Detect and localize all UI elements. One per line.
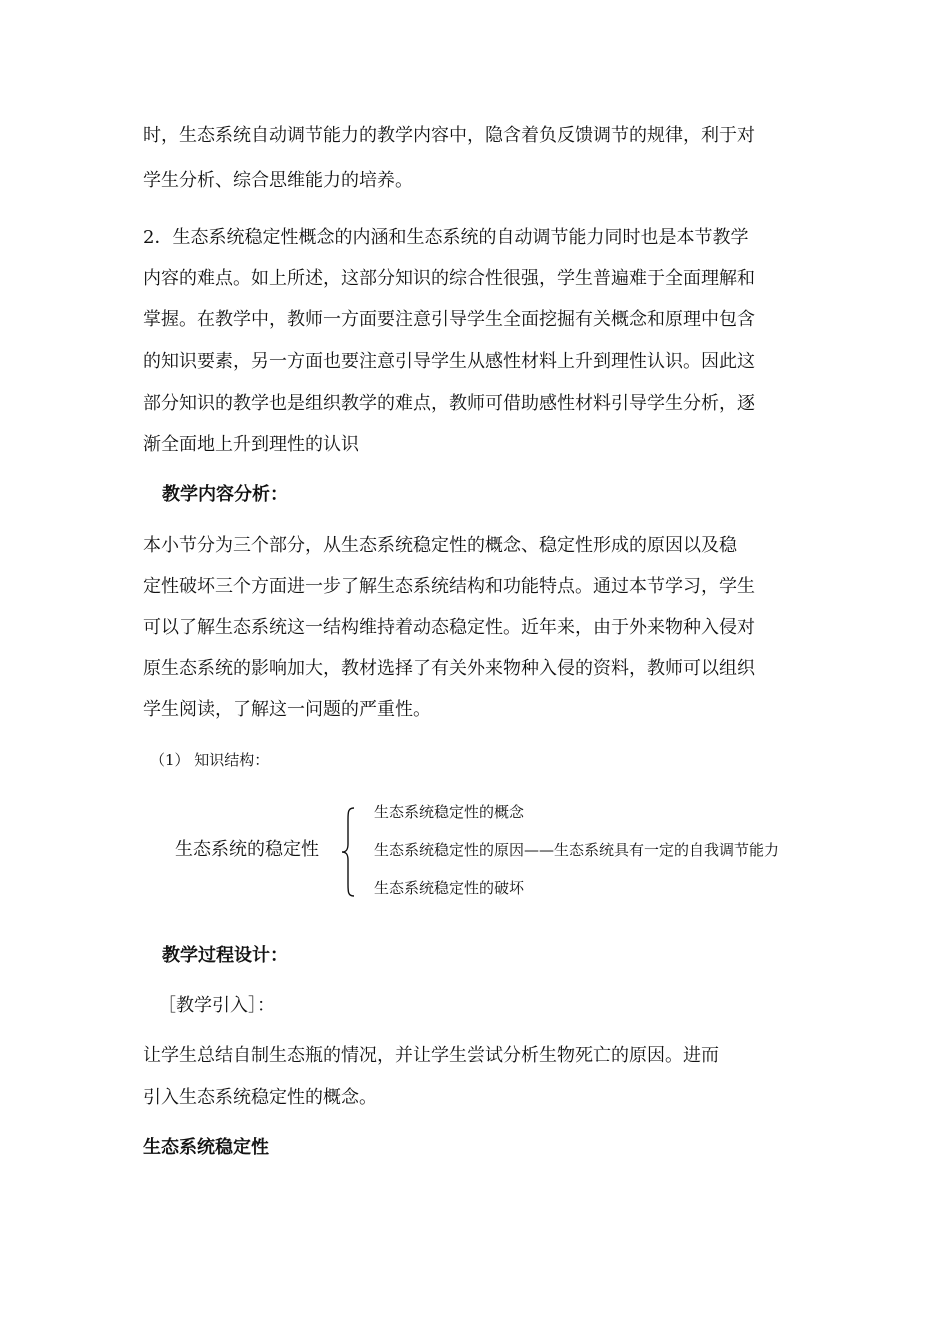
paragraph2-line-6: 渐全面地上升到理性的认识: [143, 434, 359, 455]
final-heading: 生态系统稳定性: [143, 1137, 269, 1158]
intro-line-1: 让学生总结自制生态瓶的情况，并让学生尝试分析生物死亡的原因。进而: [143, 1045, 719, 1066]
section-heading-analysis: 教学内容分析：: [162, 484, 288, 505]
intro-line-2: 引入生态系统稳定性的概念。: [143, 1087, 377, 1108]
paragraph3-line-4: 原生态系统的影响加大，教材选择了有关外来物种入侵的资料，教师可以组织: [143, 658, 755, 679]
intro-label: ［教学引入］：: [158, 995, 275, 1016]
paragraph1-line-1: 时，生态系统自动调节能力的教学内容中，隐含着负反馈调节的规律，利于对: [143, 125, 755, 146]
paragraph3-line-5: 学生阅读，了解这一问题的严重性。: [143, 699, 431, 720]
paragraph2-line-2: 内容的难点。如上所述，这部分知识的综合性很强，学生普遍难于全面理解和: [143, 268, 755, 289]
paragraph3-line-1: 本小节分为三个部分，从生态系统稳定性的概念、稳定性形成的原因以及稳: [143, 535, 737, 556]
curly-brace-icon: [340, 806, 356, 898]
structure-root: 生态系统的稳定性: [175, 839, 319, 860]
paragraph2-line-3: 掌握。在教学中，教师一方面要注意引导学生全面挖掘有关概念和原理中包含: [143, 309, 755, 330]
paragraph3-line-3: 可以了解生态系统这一结构维持着动态稳定性。近年来，由于外来物种入侵对: [143, 617, 755, 638]
structure-branch-cause: 生态系统稳定性的原因——生态系统具有一定的自我调节能力: [374, 841, 780, 859]
paragraph2-line-1: 2．生态系统稳定性概念的内涵和生态系统的自动调节能力同时也是本节教学: [143, 227, 749, 248]
knowledge-structure-label: （1） 知识结构：: [150, 751, 270, 769]
structure-branch-concept: 生态系统稳定性的概念: [374, 803, 525, 821]
paragraph2-line-5: 部分知识的教学也是组织教学的难点，教师可借助感性材料引导学生分析，逐: [143, 393, 755, 414]
paragraph1-line-2: 学生分析、综合思维能力的培养。: [143, 170, 413, 191]
structure-branch-destruction: 生态系统稳定性的破坏: [374, 879, 525, 897]
section-heading-process: 教学过程设计：: [162, 945, 288, 966]
paragraph3-line-2: 定性破坏三个方面进一步了解生态系统结构和功能特点。通过本节学习，学生: [143, 576, 755, 597]
paragraph2-line-4: 的知识要素，另一方面也要注意引导学生从感性材料上升到理性认识。因此这: [143, 351, 755, 372]
